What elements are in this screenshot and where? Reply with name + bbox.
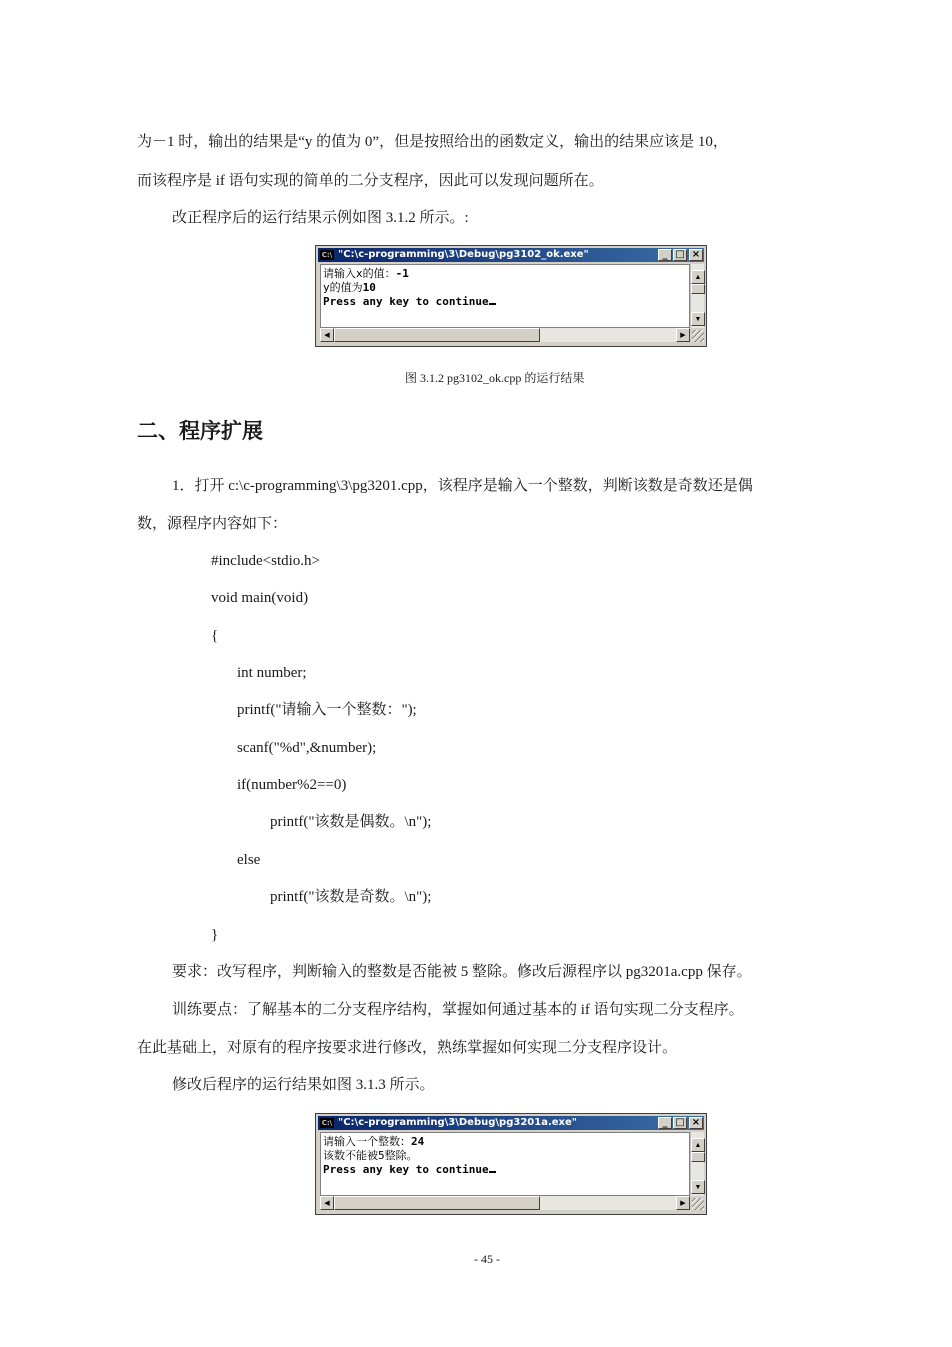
console-window-pg3201a [315,1113,707,1215]
scroll-thumb[interactable] [334,1196,540,1210]
output-line: 该数不能被5整除。 [323,1149,418,1162]
console-titlebar [318,1116,704,1130]
minimize-icon[interactable]: _ [658,249,672,261]
maximize-icon[interactable]: □ [673,1117,687,1129]
paragraph-line: 为－1 时，输出的结果是“y 的值为 0”，但是按照给出的函数定义，输出的结果应该是 10， [137,134,728,150]
console-output [320,1132,690,1196]
paragraph-line: 数，源程序内容如下： [137,516,288,532]
page-number: - 45 - [474,1252,500,1266]
paragraph-line: 改正程序后的运行结果示例如图 3.1.2 所示。: [172,210,469,226]
code-line: printf("该数是偶数。\n"); [270,814,432,830]
section-heading: 二、程序扩展 [137,419,263,443]
paragraph-line: 在此基础上，对原有的程序按要求进行修改，熟练掌握如何实现二分支程序设计。 [137,1040,678,1056]
close-icon[interactable]: × [689,249,703,261]
window-title: "C:\c-programming\3\Debug\pg3201a.exe" [338,1117,577,1128]
console-app-icon: C:\ [321,1119,333,1127]
maximize-icon[interactable]: □ [673,249,687,261]
console-window-pg3102 [315,245,707,347]
minimize-icon[interactable]: _ [658,1117,672,1129]
scroll-left-icon[interactable]: ◀ [320,1196,334,1210]
window-title: "C:\c-programming\3\Debug\pg3102_ok.exe" [338,249,589,260]
code-line: scanf("%d",&number); [237,740,377,756]
horizontal-scrollbar[interactable] [320,1196,690,1210]
output-line: Press any key to continue [323,295,689,309]
console-titlebar [318,248,704,262]
scroll-left-icon[interactable]: ◀ [320,328,334,342]
code-line: #include<stdio.h> [211,553,320,569]
output-line: Press any key to continue [323,1163,689,1177]
scroll-down-icon[interactable]: ▼ [691,1180,705,1194]
horizontal-scrollbar[interactable] [320,328,690,342]
scroll-right-icon[interactable]: ▶ [676,328,690,342]
console-app-icon: C:\ [321,251,333,259]
code-line: } [211,927,219,943]
scroll-thumb[interactable] [691,284,705,294]
scroll-up-icon[interactable]: ▲ [691,270,705,284]
scroll-down-icon[interactable]: ▼ [691,312,705,326]
output-line: 请输入一个整数：24 [323,1135,425,1148]
code-line: { [211,628,219,644]
cursor [489,303,496,305]
scroll-right-icon[interactable]: ▶ [676,1196,690,1210]
code-line: void main(void) [211,590,309,606]
scroll-thumb[interactable] [691,1152,705,1162]
resize-grip-icon[interactable] [692,330,704,342]
scroll-up-icon[interactable]: ▲ [691,1138,705,1152]
code-line: else [237,852,261,868]
scroll-thumb[interactable] [334,328,540,342]
output-line: y的值为10 [323,281,376,294]
paragraph-line: 而该程序是 if 语句实现的简单的二分支程序，因此可以发现问题所在。 [137,173,604,189]
resize-grip-icon[interactable] [692,1198,704,1210]
console-output [320,264,690,328]
paragraph-line: 要求：改写程序，判断输入的整数是否能被 5 整除。修改后源程序以 pg3201a.cpp 保存。 [172,964,752,980]
vertical-scrollbar[interactable] [690,1132,704,1196]
code-line: if(number%2==0) [237,777,347,793]
paragraph-line: 修改后程序的运行结果如图 3.1.3 所示。 [172,1077,435,1093]
output-line: 请输入x的值：-1 [323,267,409,280]
code-line: printf("请输入一个整数："); [237,702,417,718]
cursor [489,1171,496,1173]
vertical-scrollbar[interactable] [690,264,704,328]
code-line: int number; [237,665,307,681]
paragraph-line: 训练要点：了解基本的二分支程序结构，掌握如何通过基本的 if 语句实现二分支程序。 [172,1002,744,1018]
code-line: printf("该数是奇数。\n"); [270,889,432,905]
close-icon[interactable]: × [689,1117,703,1129]
paragraph-line: 1．打开 c:\c-programming\3\pg3201.cpp，该程序是输入一个整数，判断该数是奇数还是偶 [172,478,753,494]
figure-caption: 图 3.1.2 pg3102_ok.cpp 的运行结果 [405,371,585,385]
